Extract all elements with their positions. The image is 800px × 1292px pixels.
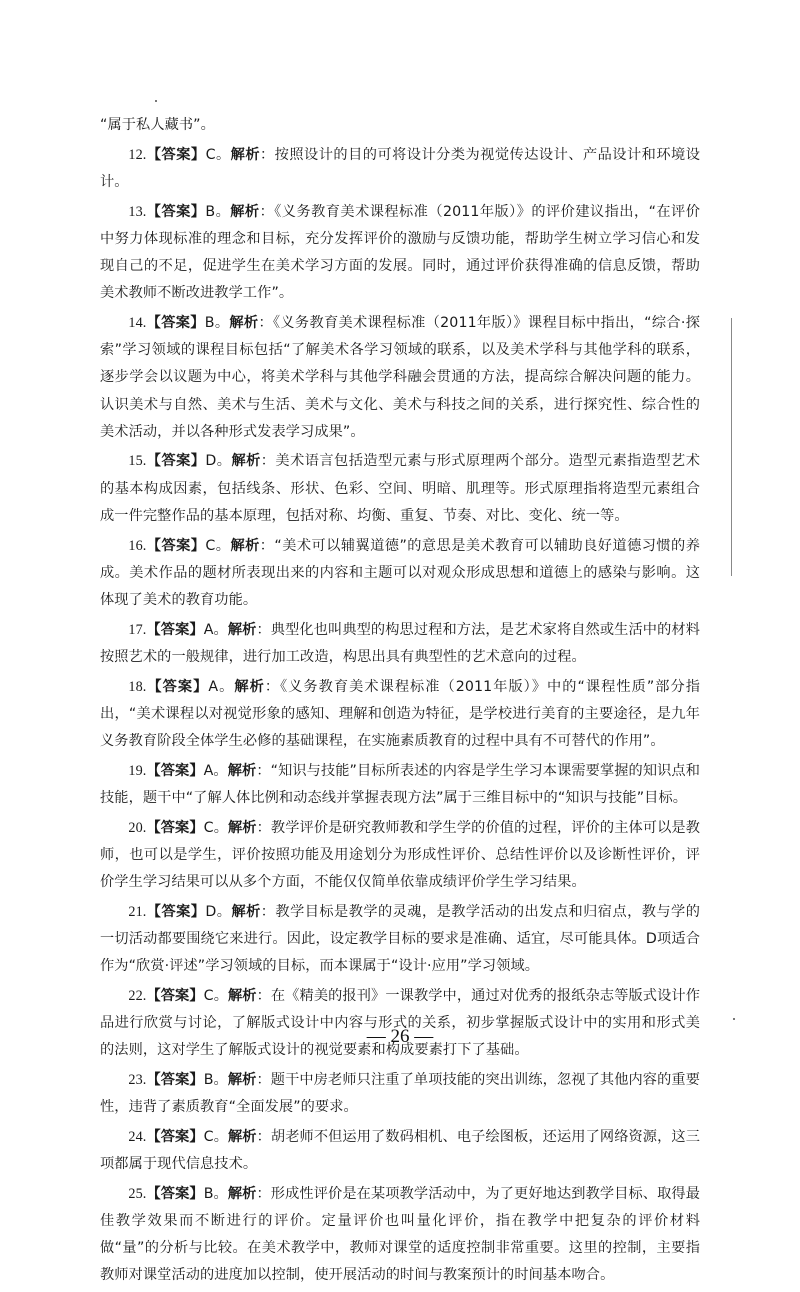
analysis-label: 解析 [230,537,260,554]
analysis-text: ：在《精美的报刊》一课教学中，通过对优秀的报纸杂志等版式设计作品进行欣赏与讨论，了解版式设计中内容与形式的关系，初步掌握版式设计中的实用和形式美的法则，这对学生了解版式设计的视觉要素和构成要素打下了基础。 [100,987,700,1059]
analysis-text: ：“知识与技能”目标所表述的内容是学生学习本课需要掌握的知识点和技能，题干中“了解人体比例和动态线并掌握表现方法”属于三维目标中的“知识与技能”目标。 [100,762,701,806]
item-number: 16. [128,537,147,554]
page-number: — 26 — [366,1026,434,1047]
answer-label: 【答案】 [146,1185,204,1202]
analysis-label: 解析 [227,1071,257,1088]
answer-item [100,758,700,812]
analysis-text: ：《义务教育美术课程标准（2011年版）》的评价建议指出，“在评价中努力体现标准的理念和目标，充分发挥评价的激励与反馈功能，帮助学生树立学习信心和发现自己的不足，促进学生在美术学习方面的发展。同时，通过评价获得准确的信息反馈，帮助美术教师不断改进教学工作”。 [100,203,701,302]
answer-item [100,1124,700,1178]
answer-label: 【答案】 [146,987,204,1004]
answer-label: 【答案】 [146,314,205,331]
analysis-label: 解析 [230,203,260,220]
answer-choice: D。 [205,903,232,920]
item-number: 22. [128,987,147,1004]
answer-item [100,310,700,446]
answer-choice: D。 [205,453,232,470]
answer-list [100,142,700,1290]
analysis-label: 解析 [228,987,257,1004]
answer-label: 【答案】 [146,621,204,638]
item-number: 17. [128,621,147,638]
answer-item [100,533,700,615]
answer-item [100,815,700,897]
answer-item [100,674,700,756]
analysis-text: ：美术语言包括造型元素与形式原理两个部分。造型元素指造型艺术的基本构成因素，包括线条、形状、色彩、空间、明暗、肌理等。形式原理指将造型元素组合成一件完整作品的基本原理，包括对称、均衡、重复、节奏、对比、变化、统一等。 [100,453,700,524]
answer-label: 【答案】 [146,453,206,470]
answer-choice: C。 [203,1128,228,1145]
answer-choice: B。 [204,314,230,331]
answer-choice: A。 [203,621,228,638]
analysis-label: 解析 [228,819,257,836]
analysis-text: ：“美术可以辅翼道德”的意思是美术教育可以辅助良好道德习惯的养成。美术作品的题材所表现出来的内容和主题可以对观众形成思想和道德上的感染与影响。这体现了美术的教育功能。 [100,537,700,608]
answer-key-content [100,112,700,1292]
item-number: 23. [128,1071,147,1088]
analysis-label: 解析 [227,762,257,779]
scan-artifact-dot [733,1018,735,1020]
answer-item [100,617,700,671]
answer-label: 【答案】 [146,537,206,554]
answer-choice: A。 [208,678,235,695]
answer-choice: A。 [203,762,228,779]
analysis-label: 解析 [234,678,265,695]
answer-label: 【答案】 [146,203,206,220]
analysis-text: ：《义务教育美术课程标准（2011年版）》课程目标中指出，“综合·探索”学习领域的课程目标包括“了解美术各学习领域的联系，以及美术学科与其他学科的联系，逐步学会以议题为中心，将美术学科与其他学科融会贯通的方法，提高综合解决问题的能力。认识美术与自然、美术与生活、美术与文化、美术与科技之间的关系，进行探究性、综合性的美术活动，并以各种形式发表学习成果”。 [100,314,701,440]
analysis-text: ：教学目标是教学的灵魂，是教学活动的出发点和归宿点，教与学的一切活动都要围绕它来进行。因此，设定教学目标的要求是准确、适宜，尽可能具体。D项适合作为“欣赏·评述”学习领域的目标，而本课属于“设计·应用”学习领域。 [100,903,700,975]
analysis-label: 解析 [228,1128,257,1145]
item-number: 18. [128,678,147,695]
answer-label: 【答案】 [146,903,206,920]
answer-choice: B。 [205,203,231,220]
answer-label: 【答案】 [146,1128,204,1145]
scan-artifact-dot [155,100,157,102]
analysis-label: 解析 [227,1185,257,1202]
answer-label: 【答案】 [146,762,204,779]
answer-choice: C。 [203,987,228,1004]
intro-line [100,112,700,139]
item-number: 21. [128,903,147,920]
item-number: 13. [128,203,147,220]
item-number: 24. [128,1128,147,1145]
item-number: 14. [128,314,147,331]
answer-choice: B。 [203,1071,228,1088]
intro-text: “属于私人藏书”。 [100,117,215,133]
item-number: 15. [128,453,147,470]
answer-label: 【答案】 [146,1071,204,1088]
analysis-text: ：胡老师不但运用了数码相机、电子绘图板，还运用了网络资源，这三项都属于现代信息技术。 [100,1128,700,1173]
analysis-text: ：教学评价是研究教师教和学生学的价值的过程，评价的主体可以是教师，也可以是学生，评价按照功能及用途划分为形成性评价、总结性评价以及诊断性评价，评价学生学习结果可以从多个方面，不能仅仅简单依靠成绩评价学生学习结果。 [100,819,700,890]
answer-item [100,1181,700,1290]
scan-artifact-line [731,318,732,576]
answer-item [100,142,700,196]
answer-choice: C。 [205,537,231,554]
analysis-label: 解析 [231,903,261,920]
answer-label: 【答案】 [146,819,204,836]
analysis-label: 解析 [227,621,257,638]
answer-choice: B。 [203,1185,228,1202]
answer-item [100,899,700,981]
answer-label: 【答案】 [146,678,209,695]
item-number: 12. [128,146,147,163]
analysis-label: 解析 [229,314,259,331]
analysis-label: 解析 [231,453,261,470]
item-number: 19. [128,762,147,779]
answer-item [100,983,700,1065]
answer-label: 【答案】 [146,146,206,163]
analysis-text: ：题干中房老师只注重了单项技能的突出训练，忽视了其他内容的重要性，违背了素质教育“全面发展”的要求。 [100,1071,701,1116]
analysis-text: ：典型化也叫典型的构思过程和方法，是艺术家将自然或生活中的材料按照艺术的一般规律，进行加工改造，构思出具有典型性的艺术意向的过程。 [100,621,701,665]
analysis-text: ：形成性评价是在某项教学活动中，为了更好地达到教学目标、取得最佳教学效果而不断进行的评价。定量评价也叫量化评价，指在教学中把复杂的评价材料做“量”的分析与比较。在美术教学中，教师对课堂的适度控制非常重要。这里的控制，主要指教师对课堂活动的进度加以控制，使开展活动的时间与教案预计的时间基本吻合。 [100,1185,701,1284]
item-number: 25. [128,1185,147,1202]
answer-choice: C。 [203,819,228,836]
analysis-text: ：按照设计的目的可将设计分类为视觉传达设计、产品设计和环境设计。 [100,146,700,190]
answer-item [100,199,700,308]
analysis-text: ：《义务教育美术课程标准（2011年版）》中的“课程性质”部分指出，“美术课程以对视觉形象的感知、理解和创造为特征，是学校进行美育的主要途径，是九年义务教育阶段全体学生必修的基础课程，在实施素质教育的过程中具有不可替代的作用”。 [100,678,701,749]
answer-item [100,1067,700,1121]
answer-choice: C。 [205,146,231,163]
analysis-label: 解析 [230,146,260,163]
answer-item [100,448,700,530]
item-number: 20. [128,819,147,836]
